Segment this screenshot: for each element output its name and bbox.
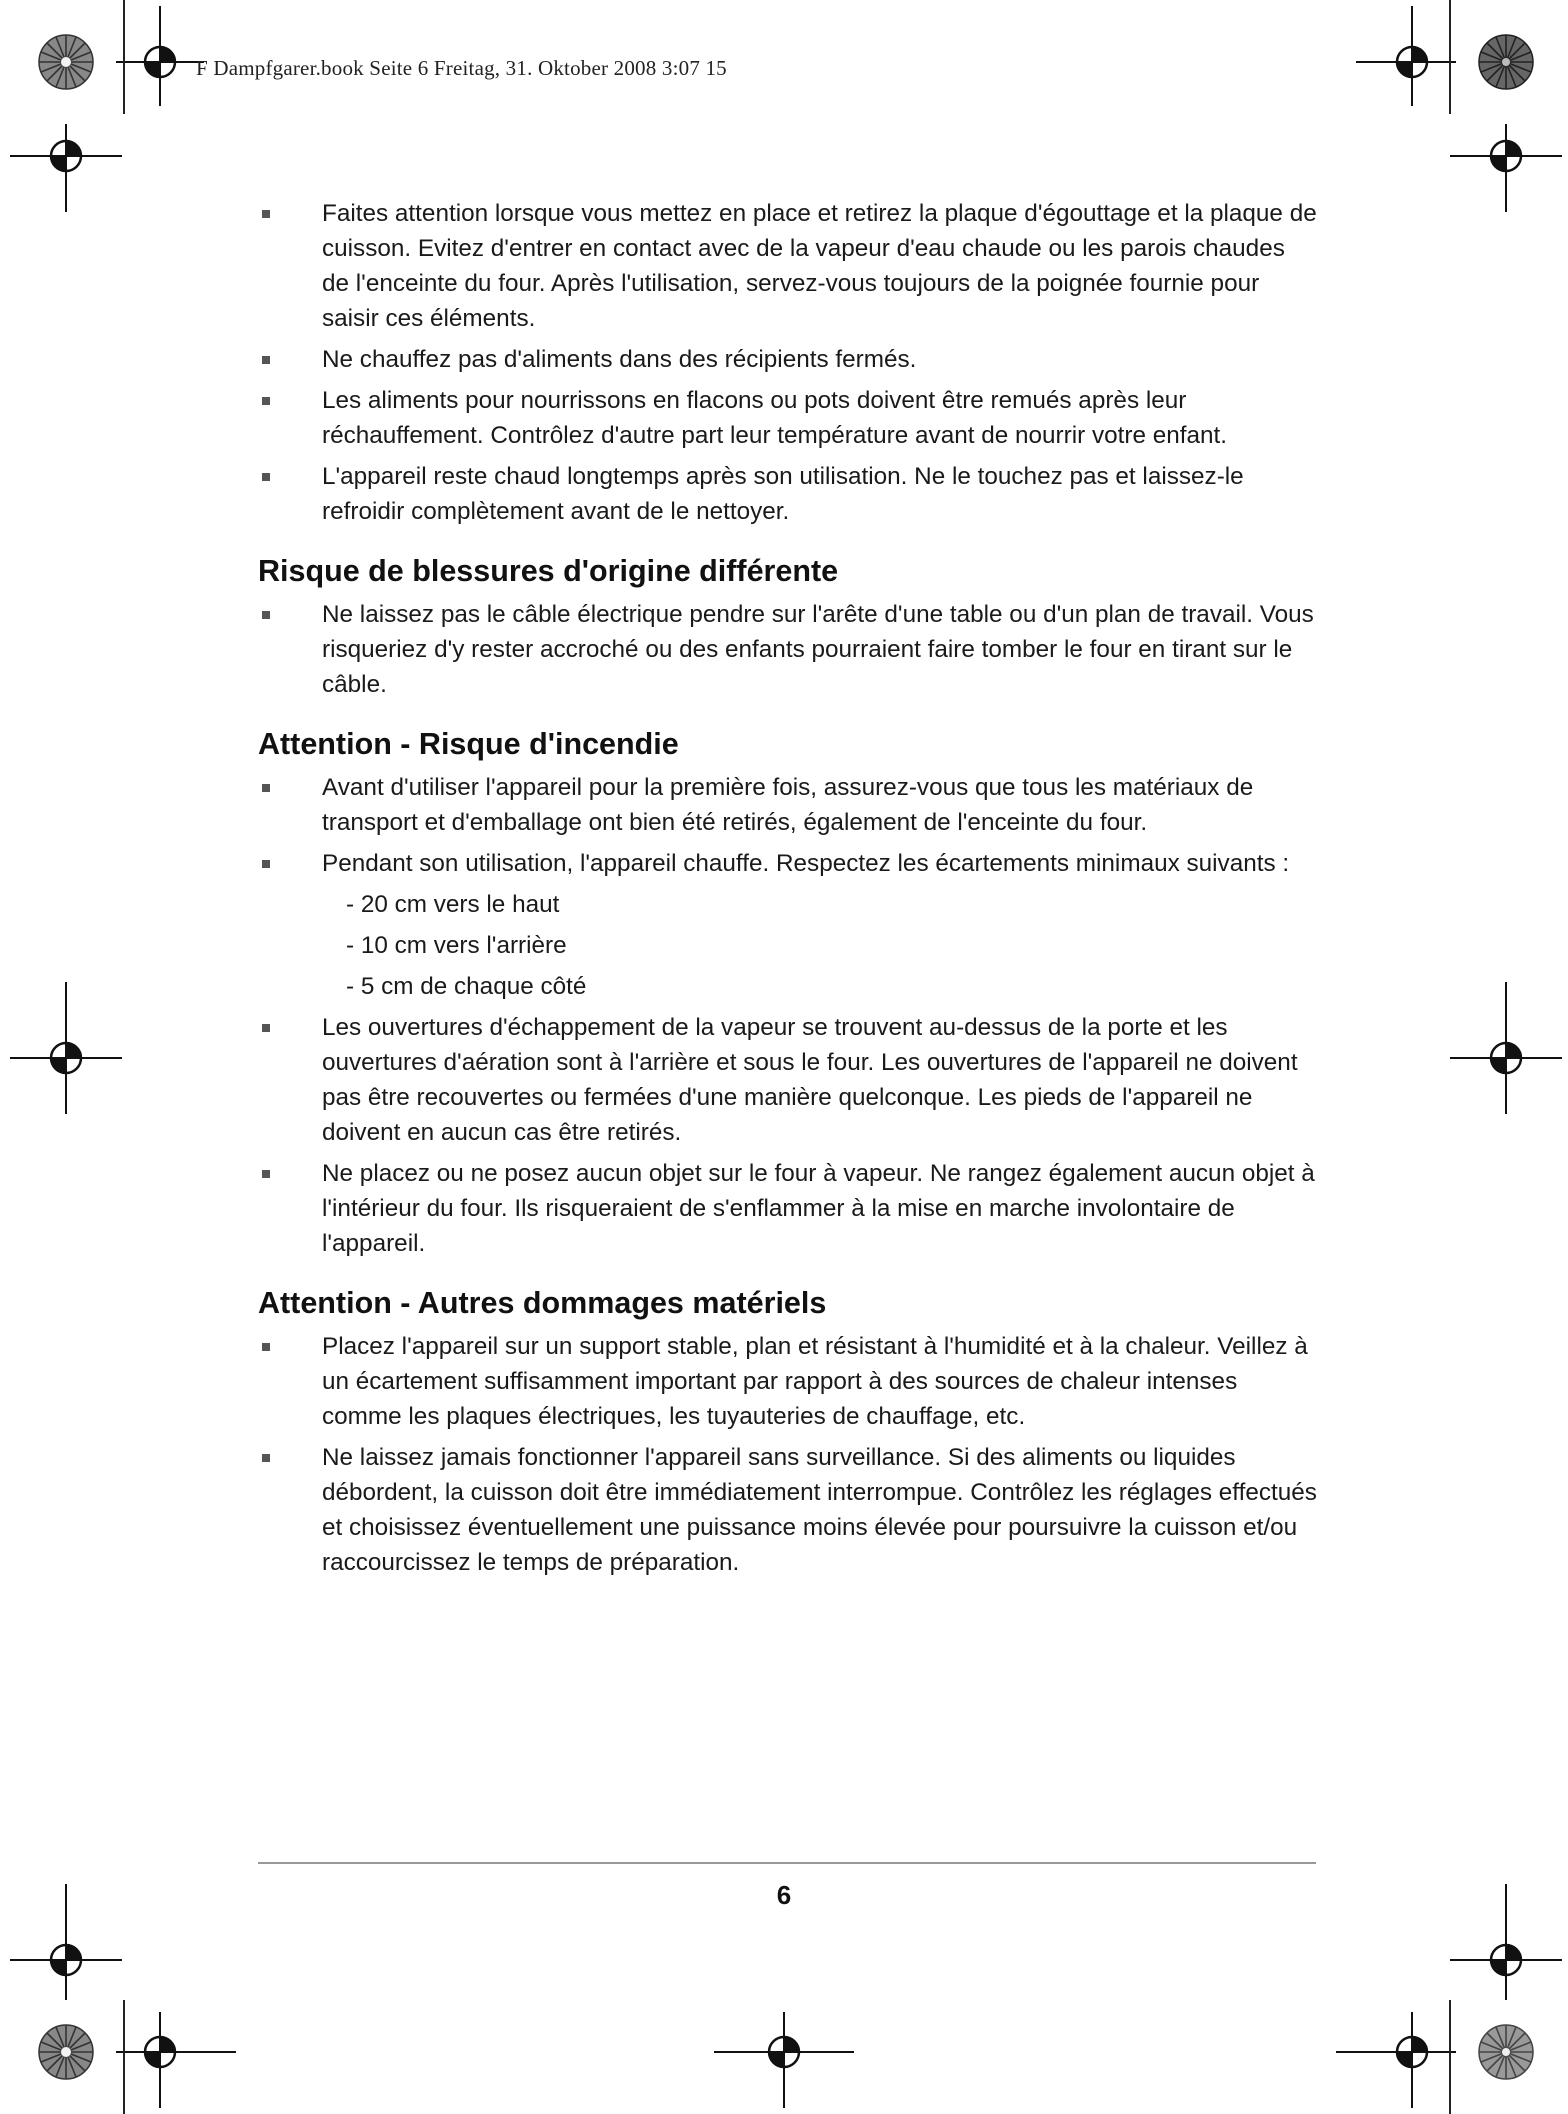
safety-list-item — [258, 1010, 1318, 1150]
safety-list-item — [258, 459, 1318, 529]
crosshair-icon — [6, 96, 126, 216]
safety-item-text: Les ouvertures d'échappement de la vapeur se trouvent au-dessus de la porte et les ouvertures d'aération sont à l'arrière et sous le four. Les ouvertures de l'appareil ne doivent pas être recouvertes ou fermées d'une manière quelconque. Les pieds de l'appareil ne doivent en aucun cas être retirés. — [322, 1014, 1298, 1146]
safety-item-text: Ne chauffez pas d'aliments dans des récipients fermés. — [322, 346, 917, 373]
clearance-distance: - 10 cm vers l'arrière — [346, 932, 567, 959]
safety-item-text: Faites attention lorsque vous mettez en place et retirez la plaque d'égouttage et la plaque de cuisson. Evitez d'entrer en contact avec de la vapeur d'eau chaude ou les parois chaudes de l'enceinte du four. Après l'utilisation, servez-vous toujours de la poignée fournie pour saisir ces éléments. — [322, 200, 1317, 332]
square-bullet-icon — [262, 1024, 270, 1032]
safety-list-item — [258, 1440, 1318, 1580]
footer-rule — [258, 1862, 1316, 1864]
section-heading-fire: Attention - Risque d'incendie — [258, 727, 679, 761]
safety-list-item — [258, 196, 1318, 336]
clearance-distance: - 20 cm vers le haut — [346, 891, 560, 918]
star-target-icon — [36, 32, 96, 92]
trim-line-top-left — [123, 0, 125, 114]
star-target-icon — [36, 2022, 96, 2082]
safety-item-text: Ne placez ou ne posez aucun objet sur le four à vapeur. Ne rangez également aucun objet à l'intérieur du four. Ils risqueraient de s'enflammer à la mise en marche involontaire de l'appareil. — [322, 1160, 1315, 1257]
square-bullet-icon — [262, 1343, 270, 1351]
safety-list-item — [258, 770, 1318, 840]
crosshair-icon — [1352, 1992, 1472, 2112]
safety-item-text: Pendant son utilisation, l'appareil chauffe. Respectez les écartements minimaux suivants : — [322, 850, 1290, 877]
safety-item-text: Ne laissez pas le câble électrique pendre sur l'arête d'une table ou d'un plan de travail. Vous risqueriez d'y rester accroché ou des enfants pourraient faire tomber le four en tirant sur le câble. — [322, 601, 1314, 698]
trim-line-bottom-left — [123, 2000, 125, 2114]
crosshair-icon — [724, 1992, 844, 2112]
safety-list-item — [258, 846, 1318, 881]
square-bullet-icon — [262, 1170, 270, 1178]
crosshair-icon — [100, 1992, 220, 2112]
crosshair-icon — [1446, 96, 1566, 216]
safety-item-text: Ne laissez jamais fonctionner l'appareil sans surveillance. Si des aliments ou liquides débordent, la cuisson doit être immédiatement interrompue. Contrôlez les réglages effectués et choisissez éventuellement une puissance moins élevée pour poursuivre la cuisson et/ou raccourcissez le temps de préparation. — [322, 1444, 1317, 1576]
trim-line-top-right — [1449, 0, 1451, 114]
safety-list-item — [258, 1156, 1318, 1261]
safety-item-text: L'appareil reste chaud longtemps après son utilisation. Ne le touchez pas et laissez-le refroidir complètement avant de le nettoyer. — [322, 463, 1244, 525]
page-number: 6 — [776, 1880, 792, 1910]
square-bullet-icon — [262, 356, 270, 364]
section-heading-injury: Risque de blessures d'origine différente — [258, 554, 839, 588]
safety-list-item — [258, 597, 1318, 702]
crosshair-icon — [6, 998, 126, 1118]
square-bullet-icon — [262, 210, 270, 218]
square-bullet-icon — [262, 611, 270, 619]
square-bullet-icon — [262, 397, 270, 405]
section-heading-damage: Attention - Autres dommages matériels — [258, 1286, 827, 1320]
safety-list-item — [258, 1329, 1318, 1434]
square-bullet-icon — [262, 784, 270, 792]
crosshair-icon — [1446, 998, 1566, 1118]
safety-list-item — [258, 342, 1318, 377]
safety-item-text: Les aliments pour nourrissons en flacons ou pots doivent être remués après leur réchauffement. Contrôlez d'autre part leur température avant de nourrir votre enfant. — [322, 387, 1228, 449]
square-bullet-icon — [262, 1454, 270, 1462]
star-target-icon — [1476, 2022, 1536, 2082]
square-bullet-icon — [262, 860, 270, 868]
print-slug-line: F Dampfgarer.book Seite 6 Freitag, 31. Oktober 2008 3:07 15 — [196, 56, 727, 80]
trim-line-bottom-right — [1449, 2000, 1451, 2114]
page-content — [258, 196, 1318, 1586]
safety-list-item — [258, 383, 1318, 453]
star-target-icon — [1476, 32, 1536, 92]
safety-item-text: Placez l'appareil sur un support stable, plan et résistant à l'humidité et à la chaleur. Veillez à un écartement suffisamment important par rapport à des sources de chaleur intenses comme les plaques électriques, les tuyauteries de chauffage, etc. — [322, 1333, 1308, 1430]
safety-item-text: Avant d'utiliser l'appareil pour la première fois, assurez-vous que tous les matériaux de transport et d'emballage ont bien été retirés, également de l'enceinte du four. — [322, 774, 1254, 836]
square-bullet-icon — [262, 473, 270, 481]
clearance-distance: - 5 cm de chaque côté — [346, 973, 587, 1000]
